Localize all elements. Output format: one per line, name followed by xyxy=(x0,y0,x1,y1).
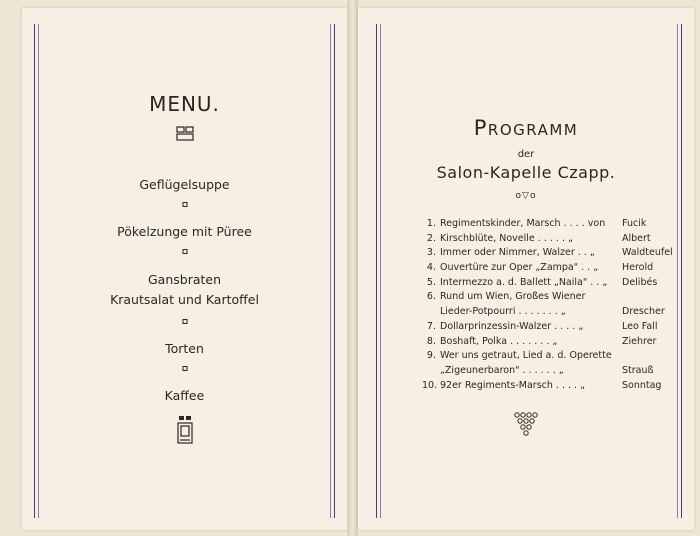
menu-item: Pökelzunge mit Püree xyxy=(117,224,252,239)
menu-title: MENU. xyxy=(149,92,220,116)
program-row: 9. Wer uns getraut, Lied a. d. Operette xyxy=(426,350,612,362)
program-row: Lieder-Potpourri . . . . . . . „ Drescher xyxy=(440,306,665,318)
ornament-icon xyxy=(176,126,194,142)
menu-item: Kaffee xyxy=(164,388,205,403)
program-page xyxy=(358,8,694,530)
menu-item: Torten xyxy=(165,341,204,356)
program-list xyxy=(422,217,684,393)
program-row: 4. Ouvertüre zur Oper „Zampa" . . „ Herold xyxy=(426,262,654,274)
ornament-icon: o▽o xyxy=(515,191,537,201)
program-row: „Zigeunerbaron" . . . . . . „ Strauß xyxy=(440,364,654,376)
program-row: 2. Kirschblüte, Novelle . . . . . „ Albert xyxy=(426,232,651,244)
separator-dot xyxy=(182,319,187,324)
program-title: Programm xyxy=(473,116,579,140)
separator-dot xyxy=(182,249,187,254)
menu-page xyxy=(22,8,347,530)
menu-item: Gansbraten xyxy=(147,272,222,287)
program-row: 8. Boshaft, Polka . . . . . . . „ Ziehrer xyxy=(426,335,657,347)
menu-item: Krautsalat und Kartoffel xyxy=(110,292,259,307)
program-der: der xyxy=(517,149,535,160)
separator-dot xyxy=(182,366,187,371)
menu-item: Geflügelsuppe xyxy=(139,177,230,192)
page-fold xyxy=(347,0,358,536)
program-subtitle: Salon-Kapelle Czapp. xyxy=(436,163,616,182)
program-row: 6. Rund um Wien, Großes Wiener xyxy=(426,291,586,303)
program-row: 1. Regimentskinder, Marsch . . . . von Fucik xyxy=(426,218,647,229)
program-row: 10. 92er Regiments-Marsch . . . . „ Sonntag xyxy=(422,379,662,391)
program-row: 7. Dollarprinzessin-Walzer . . . . „ Leo Fall xyxy=(426,320,658,332)
ornament-icon xyxy=(177,415,193,445)
ornament-icon xyxy=(513,412,539,438)
program-row: 3. Immer oder Nimmer, Walzer . . „ Waldteufel xyxy=(426,247,673,259)
separator-dot xyxy=(182,202,187,207)
program-row: 5. Intermezzo a. d. Ballett „Naila" . . „ Delibés xyxy=(426,276,658,288)
